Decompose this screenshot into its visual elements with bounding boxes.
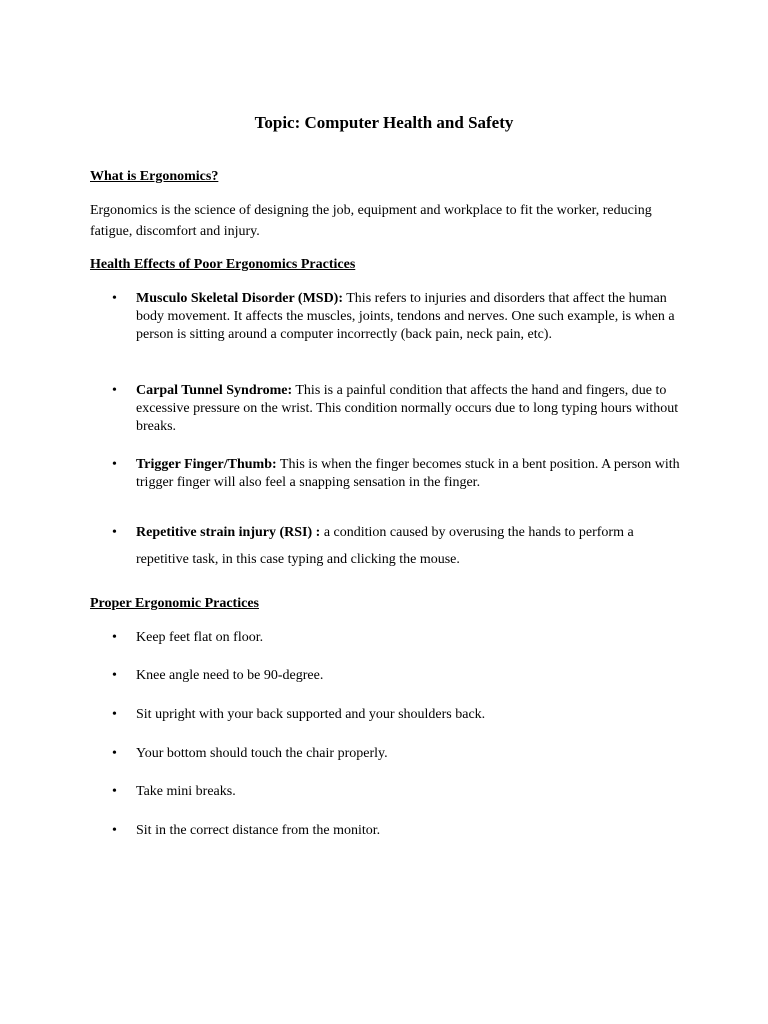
list-item-text: Keep feet flat on floor. — [136, 630, 264, 645]
term-description: This refers to injuries and disorders that affect the human body movement. It affects the muscles, joints, tendons and nerves. One such example, is when a person is sitting around a computer incorrectly (back pain, neck pain, etc). — [136, 291, 675, 342]
bullet-marker: • — [112, 707, 117, 722]
list-item-rsi — [112, 519, 682, 573]
list-item — [112, 822, 682, 840]
list-item-text: Your bottom should touch the chair properly. — [136, 746, 388, 761]
term-label: Repetitive strain injury (RSI) : — [136, 525, 321, 540]
section-heading-health-effects: Health Effects of Poor Ergonomics Practices — [90, 257, 356, 272]
list-item-text: Sit upright with your back supported and your shoulders back. — [136, 707, 486, 722]
list-item-carpal-tunnel — [112, 382, 682, 436]
term-label: Carpal Tunnel Syndrome: — [136, 383, 293, 398]
list-item-trigger-finger — [112, 456, 682, 492]
list-item — [112, 783, 682, 801]
bullet-marker: • — [112, 383, 117, 398]
section-heading-ergonomics: What is Ergonomics? — [90, 169, 219, 184]
ergonomics-definition: Ergonomics is the science of designing the job, equipment and workplace to fit the worker, reducing fatigue, discomfort and injury. — [90, 203, 652, 239]
bullet-marker: • — [112, 630, 117, 645]
list-item-text: Sit in the correct distance from the monitor. — [136, 823, 381, 838]
bullet-marker: • — [112, 291, 117, 306]
bullet-marker: • — [112, 784, 117, 799]
term-label: Trigger Finger/Thumb: — [136, 457, 277, 472]
list-item-text: Knee angle need to be 90-degree. — [136, 668, 324, 683]
list-item — [112, 706, 682, 724]
bullet-marker: • — [112, 525, 117, 540]
term-description: This is when the finger becomes stuck in a bent position. A person with trigger finger will also feel a snapping sensation in the finger. — [136, 457, 680, 490]
term-description: a condition caused by overusing the hands to perform a repetitive task, in this case typing and clicking the mouse. — [136, 525, 634, 567]
page-title: Topic: Computer Health and Safety — [254, 113, 514, 132]
list-item-msd — [112, 290, 682, 344]
bullet-marker: • — [112, 823, 117, 838]
term-description: This is a painful condition that affects the hand and fingers, due to excessive pressure on the wrist. This condition normally occurs due to long typing hours without breaks. — [136, 383, 679, 434]
term-label: Musculo Skeletal Disorder (MSD): — [136, 291, 343, 306]
list-item — [112, 629, 682, 647]
list-item — [112, 667, 682, 685]
bullet-marker: • — [112, 457, 117, 472]
section-heading-proper-practices: Proper Ergonomic Practices — [90, 596, 259, 611]
list-item-text: Take mini breaks. — [136, 784, 236, 799]
bullet-marker: • — [112, 668, 117, 683]
list-item — [112, 745, 682, 763]
bullet-marker: • — [112, 746, 117, 761]
